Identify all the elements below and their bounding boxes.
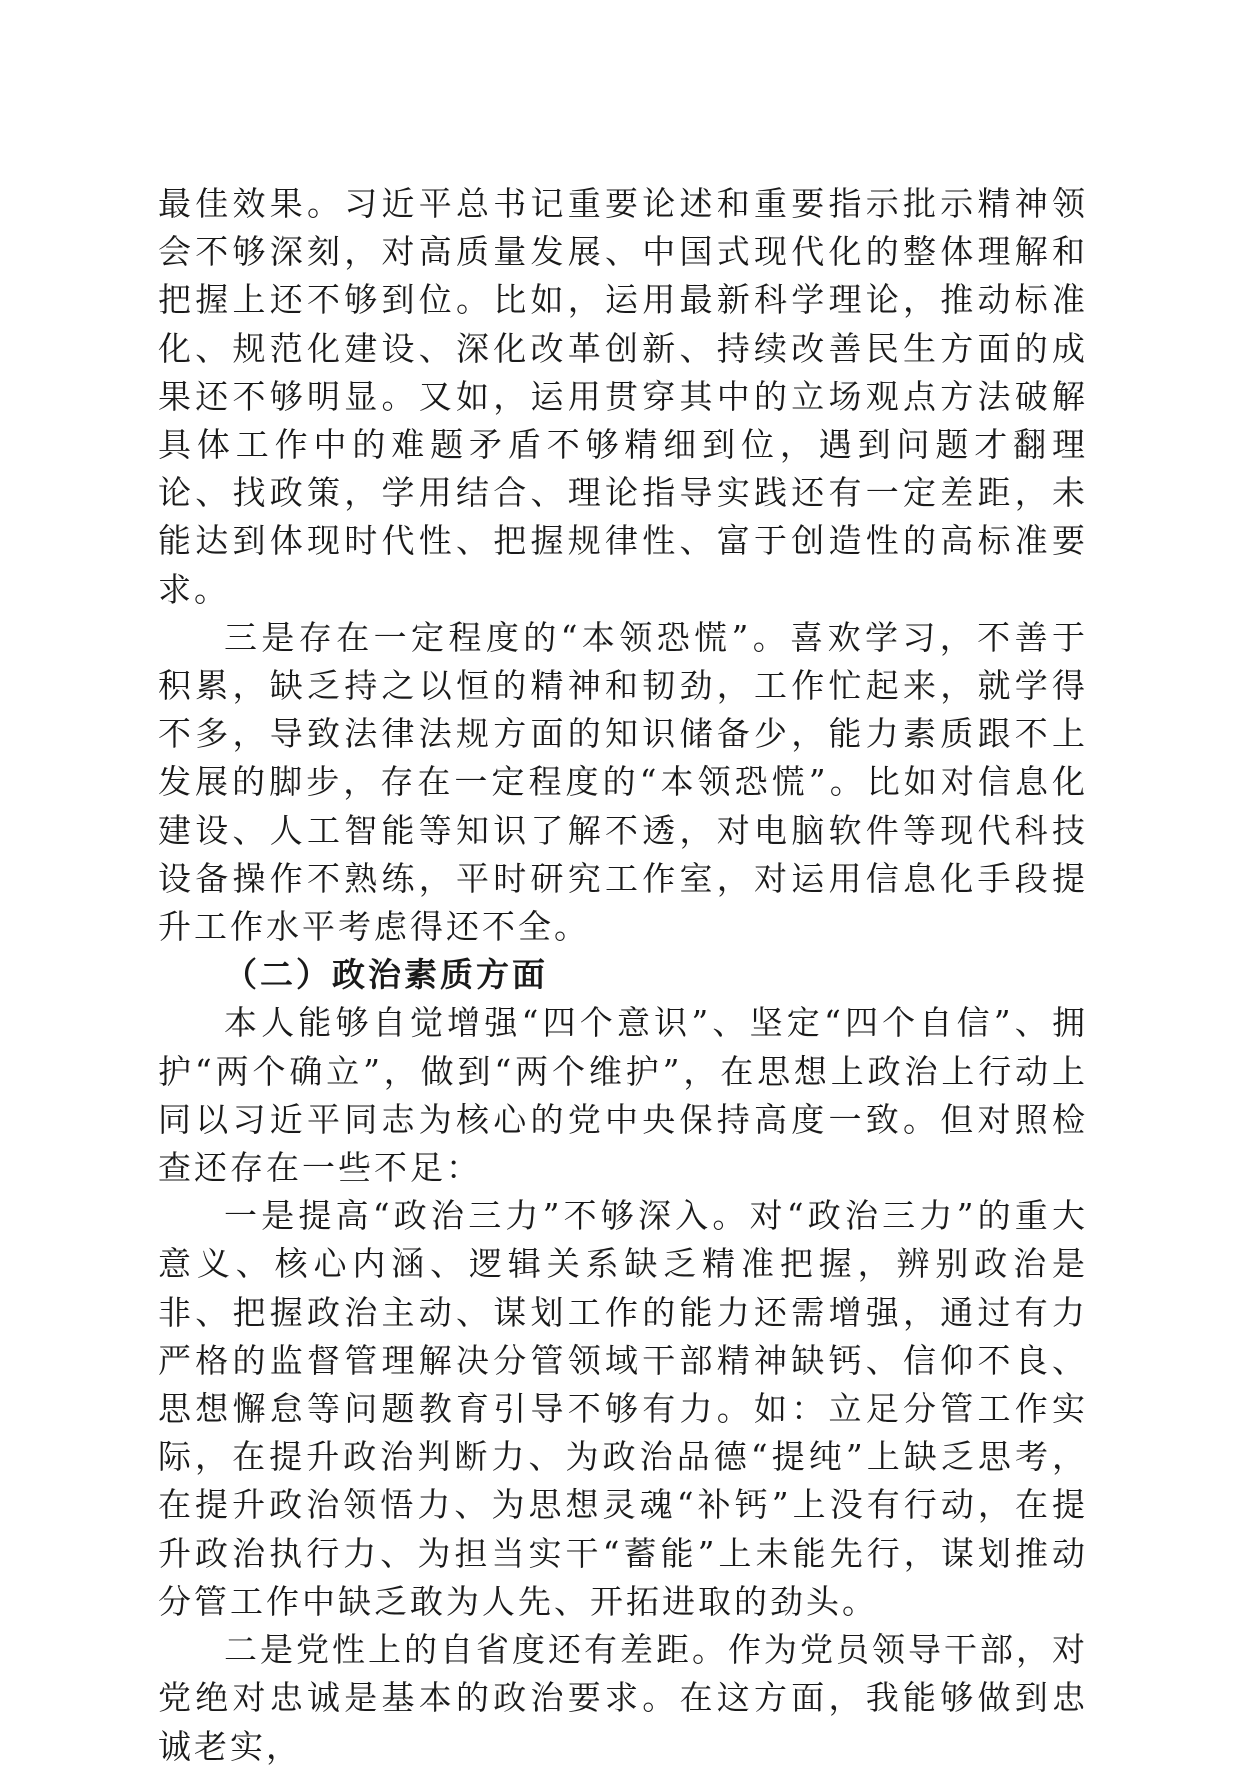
paragraph-point-two: 二是党性上的自省度还有差距。作为党员领导干部，对党绝对忠诚是基本的政治要求。在这方面，我能够做到忠诚老实， xyxy=(158,1630,1088,1766)
paragraph-point-three: 三是存在一定程度的“本领恐慌”。喜欢学习，不善于积累，缺乏持之以恒的精神和韧劲，工作忙起来，就学得不多，导致法律法规方面的知识储备少，能力素质跟不上发展的脚步，存在一定程度的“本领恐慌”。比如对信息化建设、人工智能等知识了解不透，对电脑软件等现代科技设备操作不熟练，平时研究工作室，对运用信息化手段提升工作水平考虑得还不全。 xyxy=(158,617,1088,947)
paragraph-point-one: 一是提高“政治三力”不够深入。对“政治三力”的重大意义、核心内涵、逻辑关系缺乏精准把握，辨别政治是非、把握政治主动、谋划工作的能力还需增强，通过有力严格的监督管理解决分管领域干部精神缺钙、信仰不良、思想懈怠等问题教育引导不够有力。如：立足分管工作实际，在提升政治判断力、为政治品德“提纯”上缺乏思考，在提升政治领悟力、为思想灵魂“补钙”上没有行动，在提升政治执行力、为担当实干“蓄能”上未能先行，谋划推动分管工作中缺乏敢为人先、开拓进取的劲头。 xyxy=(158,1196,1088,1621)
document-body xyxy=(158,180,1088,1771)
section-heading-political-quality: （二）政治素质方面 xyxy=(224,955,548,995)
paragraph-political-intro: 本人能够自觉增强“四个意识”、坚定“四个自信”、拥护“两个确立”，做到“两个维护”，在思想上政治上行动上同以习近平同志为核心的党中央保持高度一致。但对照检查还存在一些不足： xyxy=(158,1003,1088,1188)
paragraph-continuation: 最佳效果。习近平总书记重要论述和重要指示批示精神领会不够深刻，对高质量发展、中国式现代化的整体理解和把握上还不够到位。比如，运用最新科学理论，推动标准化、规范化建设、深化改革创新、持续改善民生方面的成果还不够明显。又如，运用贯穿其中的立场观点方法破解具体工作中的难题矛盾不够精细到位，遇到问题才翻理论、找政策，学用结合、理论指导实践还有一定差距，未能达到体现时代性、把握规律性、富于创造性的高标准要求。 xyxy=(158,184,1088,609)
